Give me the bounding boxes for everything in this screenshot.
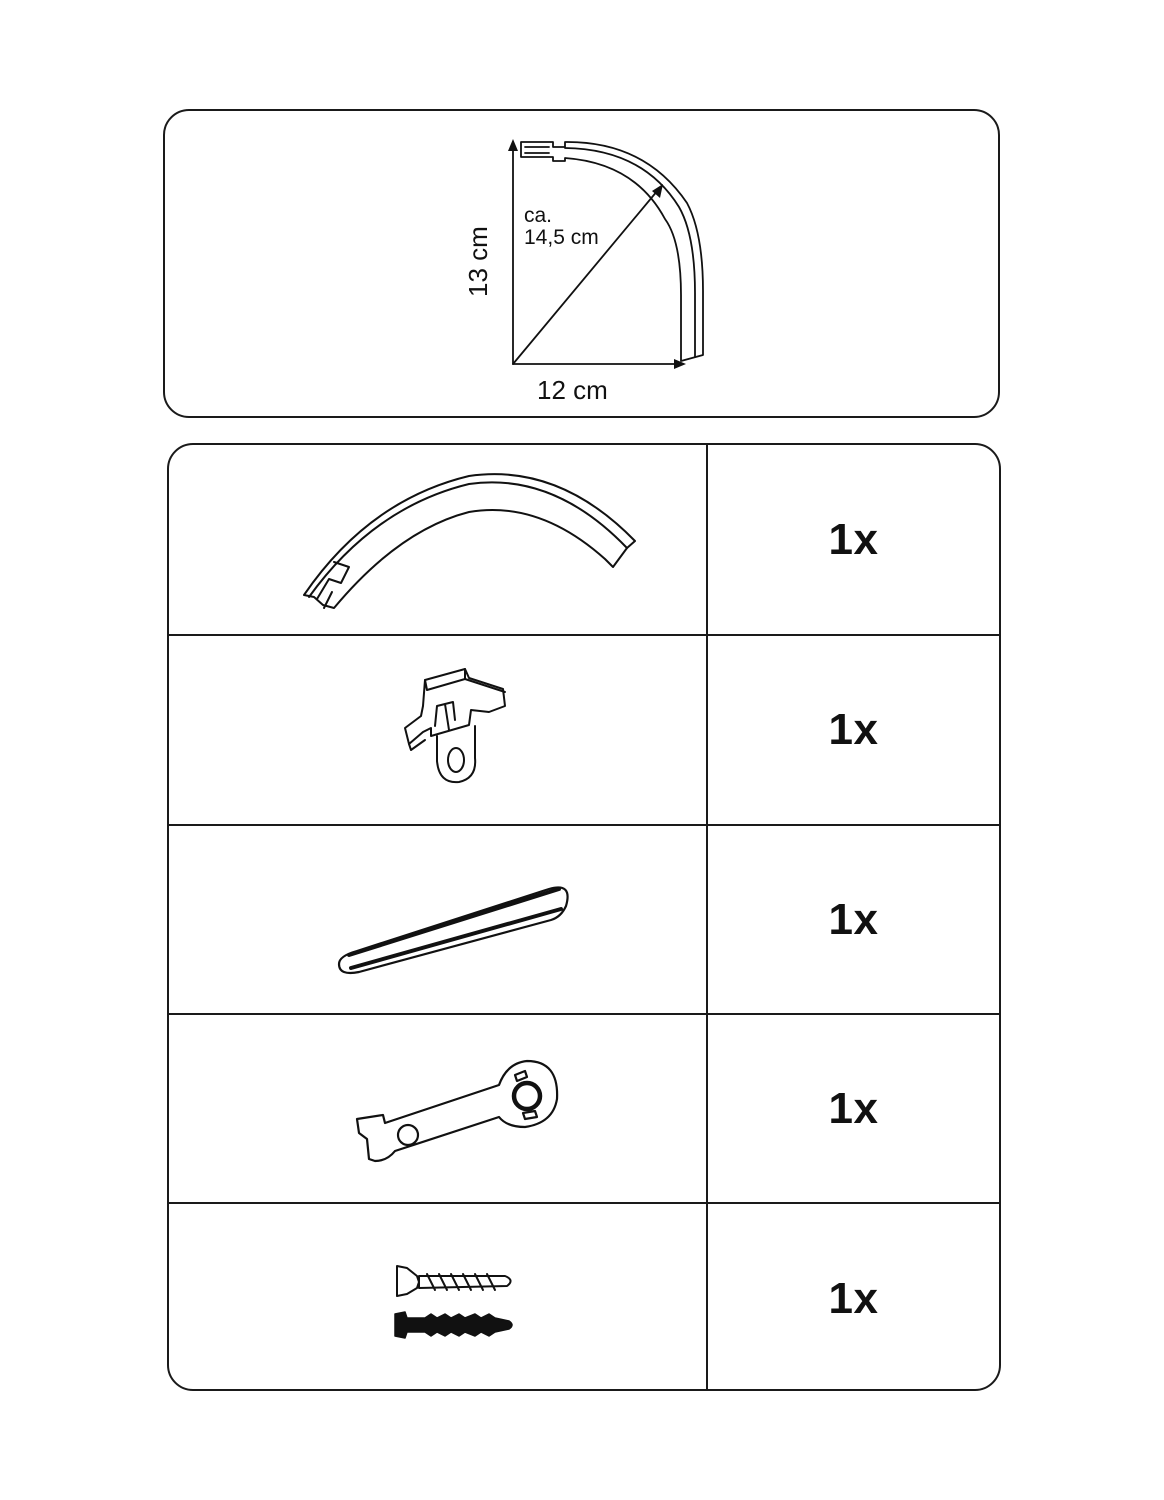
screw-and-dowel-icon [169, 1204, 708, 1391]
width-label: 12 cm [537, 375, 608, 405]
height-label: 13 cm [463, 226, 493, 297]
curved-rail-dimension-drawing [165, 111, 1002, 420]
part-image-cell [169, 1015, 708, 1202]
diagonal-length-label: 14,5 cm [524, 226, 599, 249]
glider-hook-icon [169, 636, 708, 826]
approx-label: ca. [524, 204, 553, 227]
curved-rail-icon [169, 445, 708, 634]
quantity-cell [708, 1015, 999, 1202]
quantity-value: 1x [828, 705, 879, 754]
quantity-value: 1x [828, 1083, 879, 1133]
quantity-cell [708, 445, 999, 634]
part-row-screw-dowel [169, 1202, 999, 1391]
part-image-cell [169, 445, 708, 634]
part-row-curved-rail [169, 445, 999, 634]
bracket-clip-icon [169, 1015, 708, 1204]
part-image-cell [169, 826, 708, 1013]
dimension-panel [163, 109, 1000, 418]
quantity-value: 1x [828, 1273, 879, 1323]
quantity-cell [708, 636, 999, 824]
quantity-value: 1x [828, 894, 879, 944]
part-image-cell [169, 1204, 708, 1391]
parts-list-table [167, 443, 1001, 1391]
quantity-cell [708, 1204, 999, 1391]
part-row-bracket-clip [169, 1013, 999, 1202]
connector-pin-icon [169, 826, 708, 1015]
part-image-cell [169, 636, 708, 824]
part-row-connector [169, 824, 999, 1013]
quantity-cell [708, 826, 999, 1013]
quantity-value: 1x [828, 514, 879, 564]
part-row-glider [169, 634, 999, 824]
